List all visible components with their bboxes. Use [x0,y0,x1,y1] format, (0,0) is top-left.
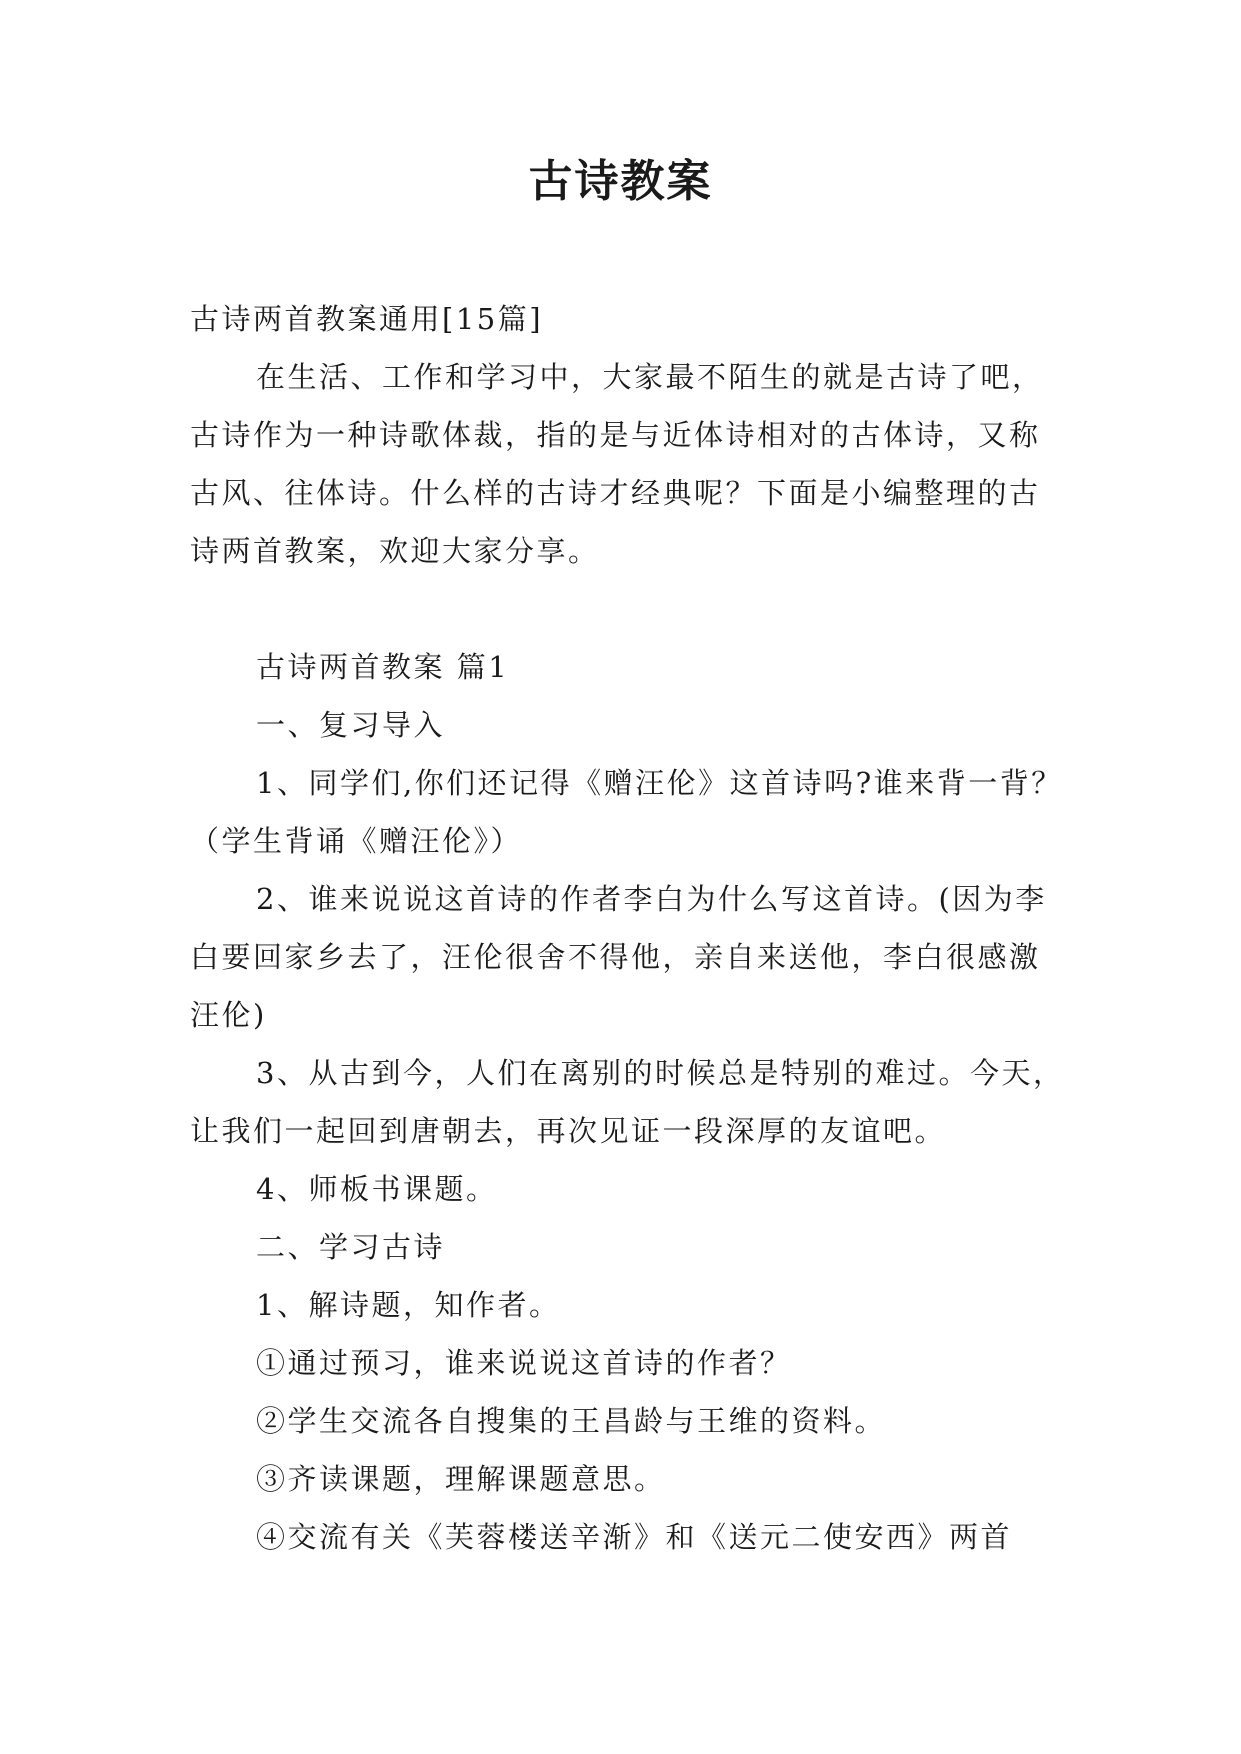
paragraph-item-1: 1、同学们,你们还记得《赠汪伦》这首诗吗?谁来背一背？（学生背诵《赠汪伦》） [190,766,1063,858]
document-title: 古诗教案 [528,156,713,207]
intro-paragraph: 在生活、工作和学习中，大家最不陌生的就是古诗了吧，古诗作为一种诗歌体裁，指的是与近体诗相对的古体诗，又称古风、往体诗。什么样的古诗才经典呢？下面是小编整理的古诗两首教案，欢迎大家分享。 [190,360,1044,568]
paragraph-study-poems: 二、学习古诗 [256,1230,446,1264]
paragraph-circle-1: ①通过预习，谁来说说这首诗的作者？ [256,1346,792,1380]
document-subtitle: 古诗两首教案通用[15篇] [190,302,544,336]
paragraph-study-item-1: 1、解诗题，知作者。 [256,1288,561,1322]
paragraph-item-3: 3、从古到今，人们在离别的时候总是特别的难过。今天，让我们一起回到唐朝去，再次见证一段深厚的友谊吧。 [190,1056,1065,1148]
paragraph-item-4: 4、师板书课题。 [256,1172,498,1206]
paragraph-item-2: 2、谁来说说这首诗的作者李白为什么写这首诗。(因为李白要回家乡去了，汪伦很舍不得他，亲自来送他，李白很感激汪伦) [190,882,1047,1032]
paragraph-circle-3: ③齐读课题，理解课题意思。 [256,1462,666,1496]
section-heading: 古诗两首教案 篇1 [256,650,510,684]
paragraph-circle-2: ②学生交流各自搜集的王昌龄与王维的资料。 [256,1404,887,1438]
document-body [190,290,1070,1566]
section-spacer [190,580,1070,638]
paragraph-circle-4: ④交流有关《芙蓉楼送辛渐》和《送元二使安西》两首 [256,1520,1013,1554]
paragraph-review-intro: 一、复习导入 [256,708,446,742]
